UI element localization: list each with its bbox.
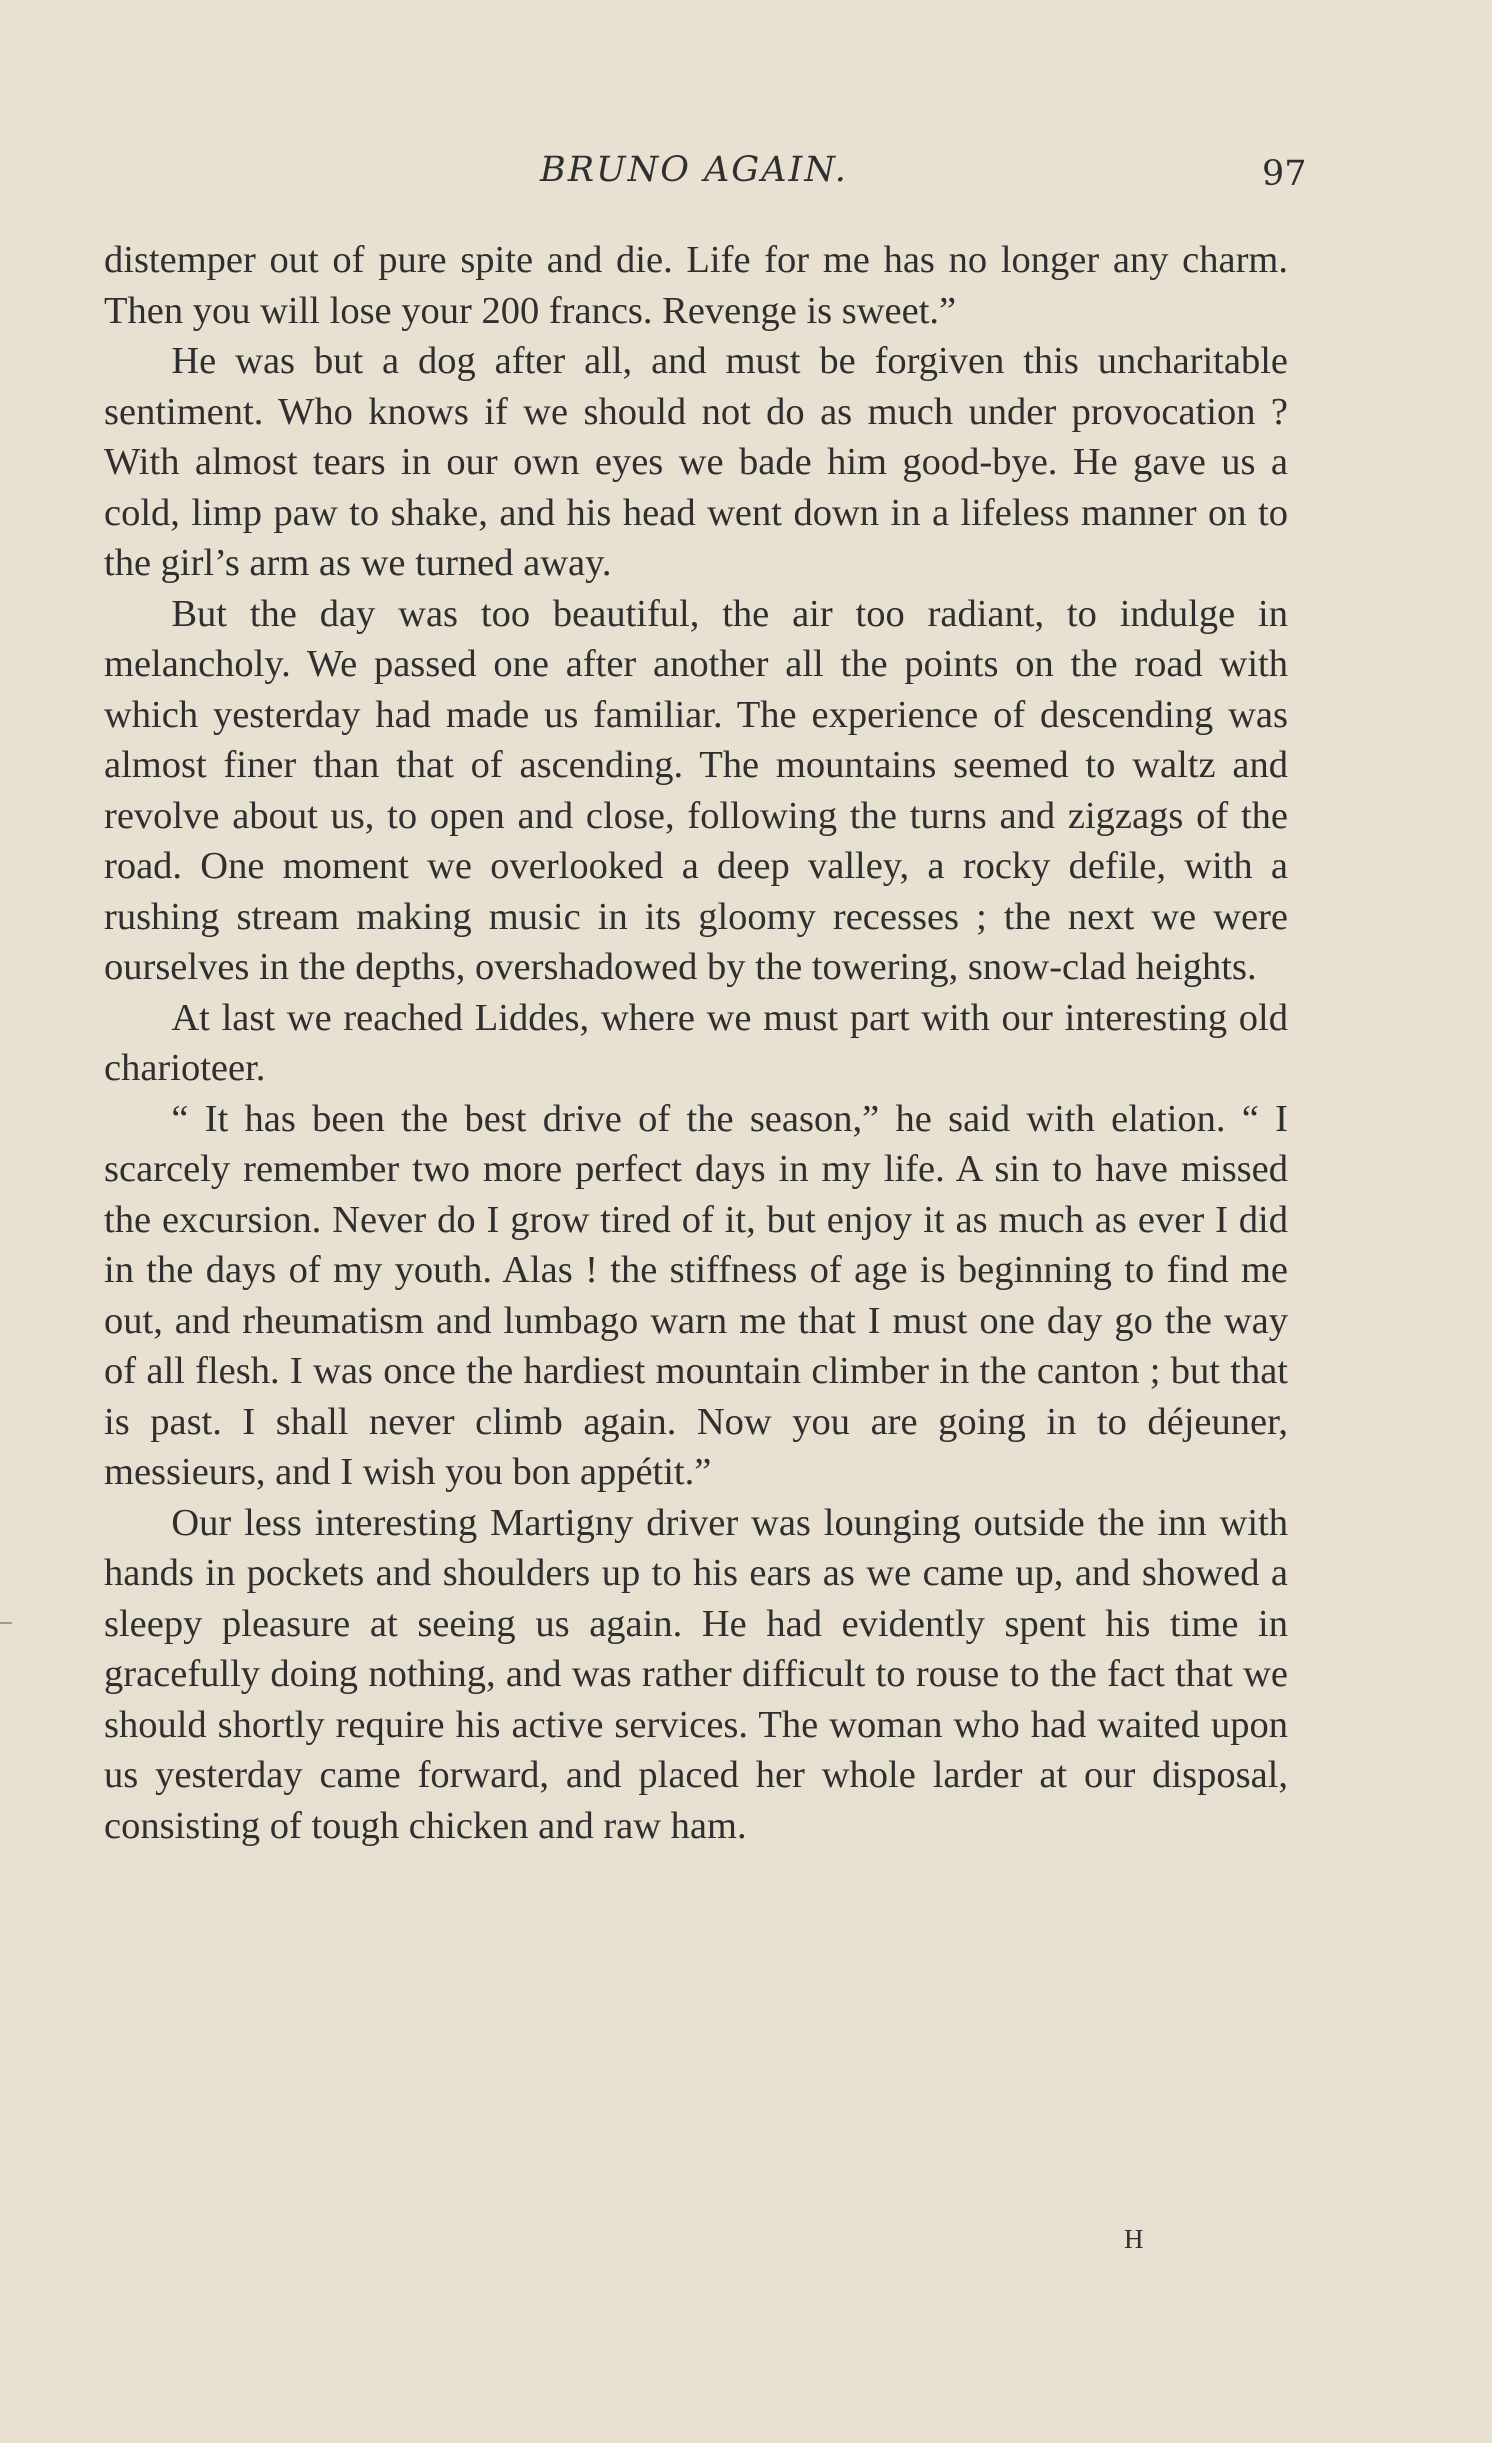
paragraph-continued: distemper out of pure spite and die. Life for me has no longer any charm. Then you will lose your 200 francs. Revenge is sweet.” xyxy=(104,239,1288,332)
body-text xyxy=(104,235,1288,1851)
page-header xyxy=(0,150,1492,210)
paragraph: But the day was too beautiful, the air too radiant, to indulge in melancholy. We passed one after another all the points on the road with which yesterday had made us familiar. The experience of descending was almost finer than that of ascending. The mountains seemed to waltz and revolve about us, to open and close, following the turns and zigzags of the road. One moment we overlooked a deep valley, a rocky defile, with a rushing stream making music in its gloomy recesses ; the next we were ourselves in the depths, overshadowed by the towering, snow-clad heights. xyxy=(104,592,1288,988)
running-title: BRUNO AGAIN. xyxy=(540,150,848,190)
margin-mark xyxy=(0,1622,12,1624)
paragraph: Our less interesting Martigny driver was lounging outside the inn with hands in pockets and shoulders up to his ears as we came up, and showed a sleepy pleasure at seeing us again. He had evidently spent his time in gracefully doing nothing, and was rather difficult to rouse to the fact that we should shortly require his active services. The woman who had waited upon us yesterday came forward, and placed her whole larder at our disposal, consisting of tough chicken and raw ham. xyxy=(104,1501,1288,1847)
printer-signature: H xyxy=(1124,2224,1144,2254)
paragraph: “ It has been the best drive of the season,” he said with elation. “ I scarcely remember two more perfect days in my life. A sin to have missed the excursion. Never do I grow tired of it, but enjoy it as much as ever I did in the days of my youth. Alas ! the stiffness of age is beginning to find me out, and rheumatism and lumbago warn me that I must one day go the way of all flesh. I was once the hardiest mountain climber in the canton ; but that is past. I shall never climb again. Now you are going in to déjeuner, messieurs, and I wish you bon appétit.” xyxy=(104,1097,1288,1493)
paragraph: He was but a dog after all, and must be forgiven this uncharitable sentiment. Who knows if we should not do as much under provocation ? With almost tears in our own eyes we bade him good-bye. He gave us a cold, limp paw to shake, and his head went down in a lifeless manner on to the girl’s arm as we turned away. xyxy=(104,340,1288,584)
page-number: 97 xyxy=(1262,154,1307,194)
paragraph: At last we reached Liddes, where we must part with our interesting old charioteer. xyxy=(104,996,1288,1089)
